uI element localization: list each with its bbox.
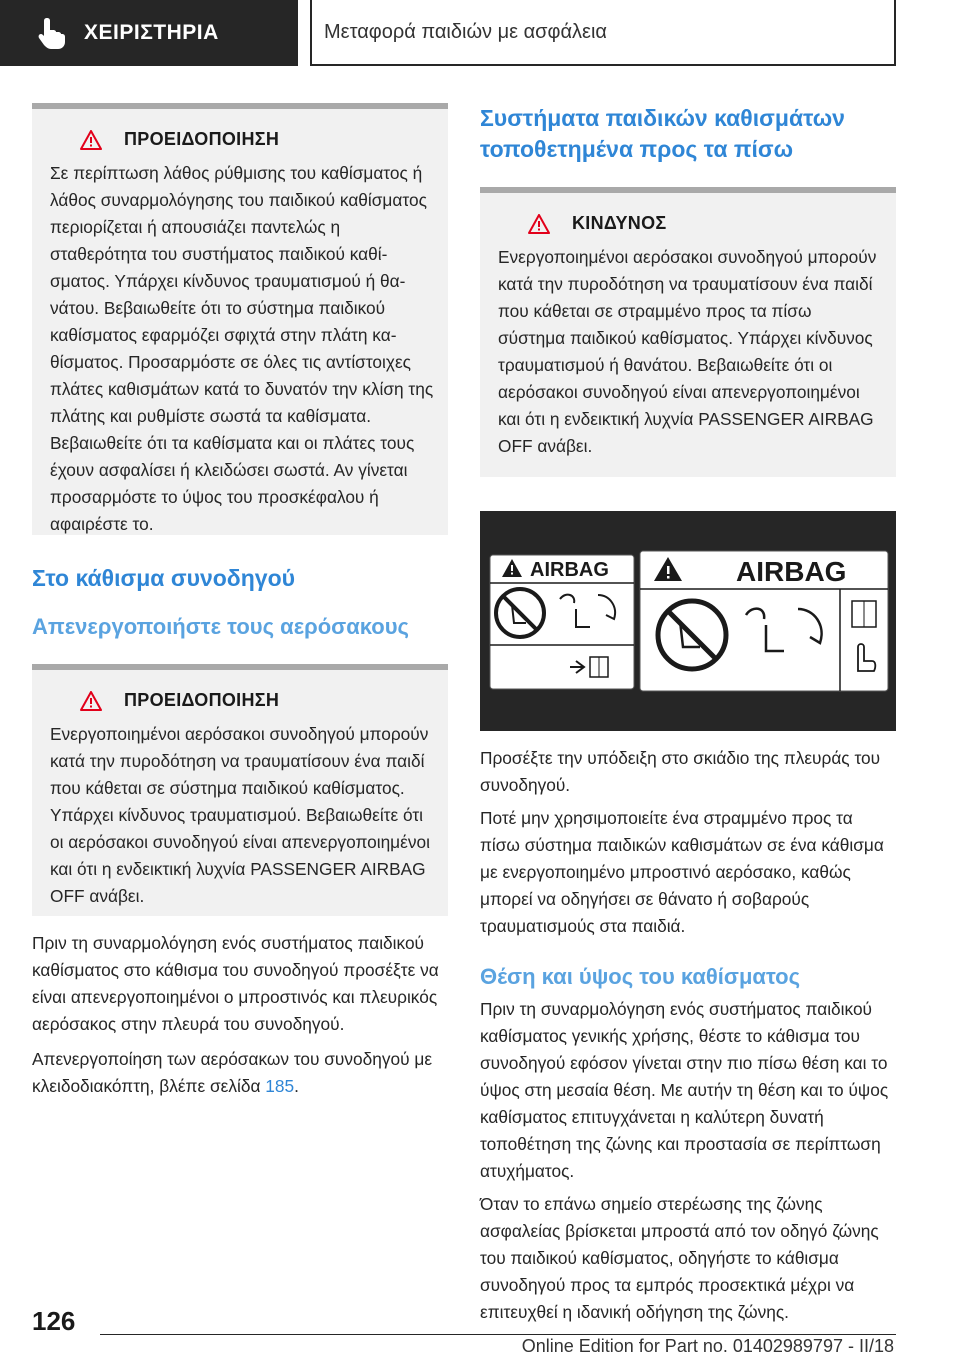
- paragraph: Πριν τη συναρμολόγηση ενός συστήματος παιδικού καθίσματος γενικής χρήσης, θέστε το κάθισμα του συνοδηγού εφόσον γίνεται στην πιο πίσω θέση και το ύψος στη μεσαία θέση. Με αυτήν τη θέση και το ύψος καθίσματος επιτυγχάνεται η καλύτερη δυνατή τοποθέτηση της ζώνης και προστασία σε περίπτωση ατυχήματος.: [480, 999, 889, 1181]
- paragraph: Όταν το επάνω σημείο στερέωσης της ζώνης ασφαλείας βρίσκεται μπροστά από τον οδηγό ζώνης του παιδικού καθίσματος, οδηγήστε το κάθισμα συνοδηγού προς τα εμπρός προσεκτικά μέχρι να επιτευχθεί η ιδανική οδήγηση της ζώνης.: [480, 1194, 879, 1322]
- section-tab: [310, 0, 896, 66]
- edition-text: Online Edition for Part no. 01402989797 - II/18: [521, 1336, 894, 1356]
- warning-text: Ενεργοποιημένοι αερόσακοι συνοδηγού μπορούν κατά την πυροδότηση να τραυματίσουν ένα παιδί που κάθεται σε σύστημα παιδικού καθίσματος. Υπάρχει κίνδυνος τραυματισμού. Βεβαιωθείτε ότι οι αερόσακοι συνοδηγού είναι απενεργοποιημένοι και ότι η ενδεικτική λυχνία PASSENGER AIRBAG OFF ανάβει.: [50, 724, 430, 906]
- warning-triangle-icon: [80, 130, 102, 150]
- heading-seat-position: Θέση και ύψος του καθίσματος: [480, 964, 801, 989]
- page-footer: [0, 1290, 960, 1362]
- airbag-label-image: [480, 511, 896, 731]
- warning-label: ΠΡΟΕΙΔΟΠΟΙΗΣΗ: [124, 690, 280, 710]
- page-header: [0, 0, 960, 66]
- warning-triangle-icon: [80, 691, 102, 711]
- hand-pointer-icon: [32, 13, 72, 53]
- warning-triangle-icon: [528, 214, 550, 234]
- warning-header: [80, 129, 434, 150]
- heading-disable-airbags: Απενεργοποιήστε τους αερόσακους: [32, 614, 409, 639]
- paragraph: [32, 1046, 448, 1100]
- warning-header: [80, 690, 434, 711]
- footer-rule: [100, 1334, 896, 1335]
- page-number: 126: [32, 1306, 76, 1336]
- chapter-tab[interactable]: [0, 0, 298, 66]
- right-column: [480, 103, 896, 1326]
- danger-header: [528, 213, 882, 234]
- sticker-label-large: AIRBAG: [736, 556, 847, 587]
- sticker-label-small: AIRBAG: [530, 559, 609, 581]
- paragraph: Ποτέ μην χρησιμοποιείτε ένα στραμμένο προς τα πίσω σύστημα παιδικών καθισμάτων σε ένα κάθισμα με ενεργοποιημένο μπροστινό αερόσακο, καθώς μπορεί να οδηγήσει σε θάνατο ή σοβαρούς τραυματισμούς στα παιδιά.: [480, 808, 884, 936]
- warning-text: Σε περίπτωση λάθος ρύθμισης του καθίσματος ή λάθος συναρμολόγησης του παιδικού καθίσματος περιορίζεται ή απουσιάζει παντελώς η σταθερότητα του συστήματος παιδικού καθίσματος. Υπάρχει κίνδυνος τραυματισμού ή θανάτου. Βεβαιωθείτε ότι το σύστημα παιδικού καθίσματος εφαρμόζει σφιχτά στην πλάτη καθίσματος. Προσαρμόστε σε όλες τις αντίστοιχες πλάτες καθισμάτων κατά το δυνατόν την κλίση της πλάτης και ρυθμίστε σωστά τα καθίσματα. Βεβαιωθείτε ότι τα καθίσματα και οι πλάτες τους έχουν ασφαλίσει ή κλειδώσει σωστά. Αν γίνεται προσαρμόστε το ύψος του προσκέφαλου ή αφαιρέστε το.: [50, 163, 434, 534]
- danger-text: Ενεργοποιημένοι αερόσακοι συνοδηγού μπορούν κατά την πυροδότηση να τραυματίσουν ένα παιδί που κάθεται σε στραμμένο προς τα πίσω σύστημα παιδικού καθίσματος. Υπάρχει κίνδυνος τραυματισμού ή θανάτου. Βεβαιωθείτε ότι οι αερόσακοι συνοδηγού είναι απενεργοποιημένοι και ότι η ενδεικτική λυχνία PASSENGER AIRBAG OFF ανάβει.: [498, 247, 877, 456]
- danger-box: [480, 187, 896, 477]
- paragraph: Πριν τη συναρμολόγηση ενός συστήματος παιδικού καθίσματος στο κάθισμα του συνοδηγού προσέξτε να είναι απενεργοποιημένοι ο μπροστινός και πλευρικός αερόσακος στην πλευρά του συνοδηγού.: [32, 933, 439, 1034]
- warning-label: ΠΡΟΕΙΔΟΠΟΙΗΣΗ: [124, 129, 280, 149]
- paragraph-text: Απενεργοποίηση των αερόσακων του συνοδηγού με κλειδοδιακόπτη, βλέπε σελίδα: [32, 1049, 433, 1096]
- chapter-title: ΧΕΙΡΙΣΤΗΡΙΑ: [84, 21, 219, 44]
- section-title: Μεταφορά παιδιών με ασφάλεια: [324, 20, 607, 43]
- page-link[interactable]: 185: [265, 1076, 295, 1096]
- paragraph-text: .: [294, 1076, 299, 1096]
- warning-box: [32, 103, 448, 535]
- left-column: [32, 103, 448, 1100]
- airbag-sticker-illustration: [480, 511, 896, 731]
- danger-label: ΚΙΝΔΥΝΟΣ: [572, 213, 667, 233]
- paragraph: Προσέξτε την υπόδειξη στο σκιάδιο της πλευράς του συνοδηγού.: [480, 748, 881, 795]
- heading-passenger-seat: Στο κάθισμα συνοδηγού: [32, 565, 296, 591]
- warning-box: [32, 664, 448, 916]
- heading-rear-facing-seats: Συστήματα παιδικών καθισμάτων τοποθετημένα προς τα πίσω: [480, 105, 845, 162]
